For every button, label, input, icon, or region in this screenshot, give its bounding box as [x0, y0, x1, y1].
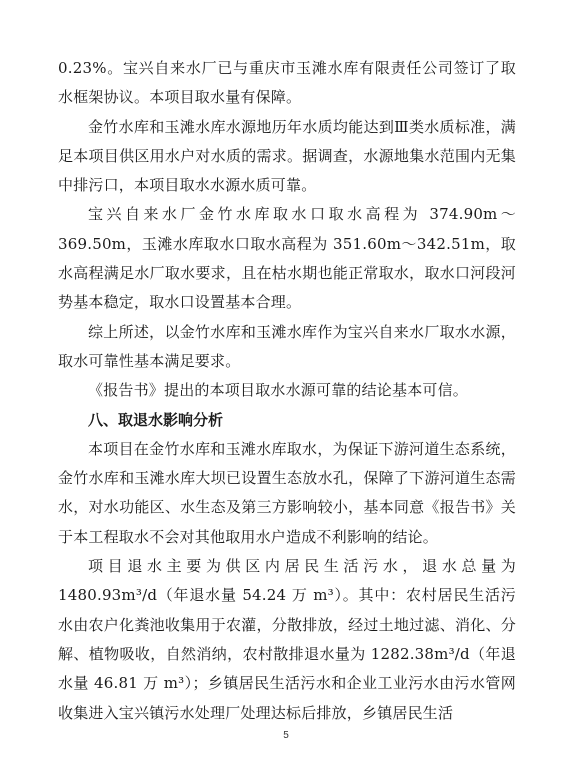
- paragraph-water-quality: 金竹水库和玉滩水库水源地历年水质均能达到Ⅲ类水质标准，满足本项目供区用水户对水质的需求。据调查，水源地集水范围内无集中排污口，本项目取水水源水质可靠。: [58, 117, 516, 195]
- paragraph-conclusion: 《报告书》提出的本项目取水水源可靠的结论基本可信。: [88, 381, 469, 400]
- paragraph-intake-elevation: 宝兴自来水厂金竹水库取水口取水高程为 374.90m～369.50m，玉滩水库取水口取水高程为 351.60m～342.51m，取水高程满足水厂取水要求，且在枯水期也能正常取水，取水口河段河势基本稳定，取水口设置基本合理。: [58, 205, 516, 312]
- section-heading: 八、取退水影响分析: [88, 410, 224, 429]
- paragraph-discharge: 项目退水主要为供区内居民生活污水，退水总量为 1480.93m³/d（年退水量 54.24 万 m³）。其中：农村居民生活污水由农户化粪池收集用于农灌，分散排放，经过土地过滤、消化、分解、植物吸收，自然消纳，农村散排退水量为 1282.38m³/d（年退水量 46.81 万 m³）；乡镇居民生活污水和企业工业污水由污水管网收集进入宝兴镇污水处理厂处理达标后排放，乡镇居民生活: [58, 557, 516, 722]
- document-body: [58, 54, 516, 728]
- paragraph-intake-impact: 本项目在金竹水库和玉滩水库取水，为保证下游河道生态系统，金竹水库和玉滩水库大坝已设置生态放水孔，保障了下游河道生态需水，对水功能区、水生态及第三方影响较小，基本同意《报告书》关于本工程取水不会对其他取用水户造成不利影响的结论。: [58, 439, 516, 546]
- paragraph-summary: 综上所述，以金竹水库和玉滩水库作为宝兴自来水厂取水水源，取水可靠性基本满足要求。: [58, 322, 516, 370]
- paragraph-water-agreement: 0.23%。宝兴自来水厂已与重庆市玉滩水库有限责任公司签订了取水框架协议。本项目取水量有保障。: [58, 59, 516, 107]
- page-number: 5: [283, 730, 289, 741]
